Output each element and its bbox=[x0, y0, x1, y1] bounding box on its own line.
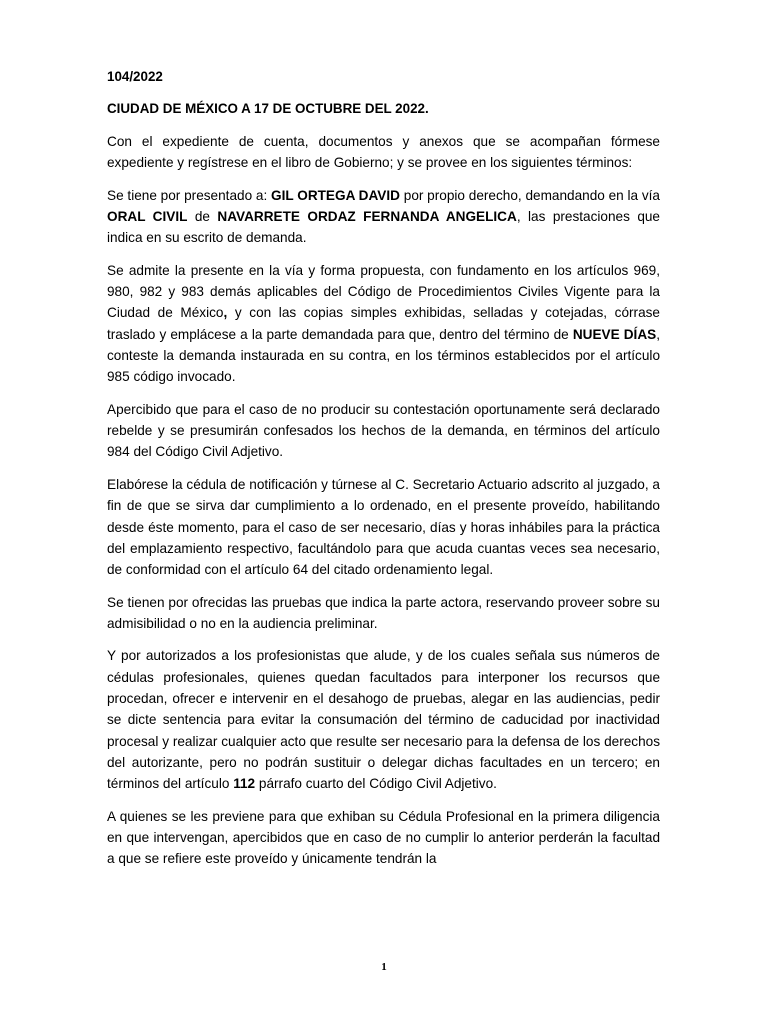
document-page bbox=[107, 66, 660, 881]
paragraph-registration: Con el expediente de cuenta, documentos y anexos que se acompañan fórmese expediente y regístrese en el libro de Gobierno; y se provee en los siguientes términos: bbox=[107, 134, 660, 171]
response-term: NUEVE DÍAS bbox=[572, 326, 657, 342]
paragraph-authorized bbox=[107, 645, 660, 794]
text-segment: Y por autorizados a los profesionistas que alude, y de los cuales señala sus números de cédulas profesionales, quienes quedan facultados para interponer los recursos que procedan, ofrecer e intervenir en el desahogo de pruebas, alegar en las audiencias, pedir se dicte sentencia para evitar la consumación del término de caducidad por inactividad procesal y realizar cualquier acto que resulte ser necesario para la defensa de los derechos del autorizante, pero no podrán sustituir o delegar dichas facultades en un tercero; en términos del artículo bbox=[107, 648, 660, 792]
text-segment: Se admite la presente en la vía y forma propuesta, con fundamento en los artículos 969, 980, 982 y 983 demás aplicables del Código de Procedimientos Civiles Vigente para la Ciudad de México bbox=[107, 262, 660, 321]
paragraph-notification: Elabórese la cédula de notificación y túrnese al C. Secretario Actuario adscrito al juzgado, a fin de que se sirva dar cumplimiento a lo ordenado, en el presente proveído, habilitando desde éste momento, para el caso de ser necesario, días y horas inhábiles para la práctica del emplazamiento respectivo, facultándolo para que acuda cuantas veces sea necesario, de conformidad con el artículo 64 del citado ordenamiento legal. bbox=[107, 476, 660, 578]
defendant-name: NAVARRETE ORDAZ FERNANDA ANGELICA bbox=[217, 209, 517, 225]
date-line: CIUDAD DE MÉXICO A 17 DE OCTUBRE DEL 2022. bbox=[107, 101, 429, 116]
paragraph-credentials: A quienes se les previene para que exhiban su Cédula Profesional en la primera diligencia en que intervengan, apercibidos que en caso de no cumplir lo anterior perderán la facultad a que se refiere este proveído y únicamente tendrán la bbox=[107, 808, 660, 867]
article-number: 112 bbox=[233, 776, 256, 792]
plaintiff-name: GIL ORTEGA DAVID bbox=[271, 187, 400, 203]
text-segment: por propio derecho, demandando en la vía bbox=[399, 187, 660, 203]
bold-comma: , bbox=[223, 305, 228, 321]
paragraph-plaintiff bbox=[107, 185, 660, 249]
text-segment: , conteste la demanda instaurada en su contra, en los términos establecidos por el artículo 985 código invocado. bbox=[107, 326, 660, 385]
procedure-type: ORAL CIVIL bbox=[107, 209, 188, 225]
text-segment: párrafo cuarto del Código Civil Adjetivo. bbox=[255, 776, 497, 792]
paragraph-evidence: Se tienen por ofrecidas las pruebas que indica la parte actora, reservando proveer sobre su admisibilidad o no en la audiencia preliminar. bbox=[107, 594, 660, 631]
text-segment: y con las copias simples exhibidas, selladas y cotejadas, córrase traslado y emplácese a la parte demandada para que, dentro del término de bbox=[107, 305, 660, 342]
page-number: 1 bbox=[381, 961, 387, 973]
paragraph-admission bbox=[107, 260, 660, 388]
text-segment: , las prestaciones que indica en su escrito de demanda. bbox=[107, 209, 660, 246]
text-segment: Se tiene por presentado a: bbox=[107, 187, 272, 203]
case-number: 104/2022 bbox=[107, 69, 163, 84]
text-segment: de bbox=[187, 209, 218, 225]
paragraph-warning: Apercibido que para el caso de no producir su contestación oportunamente será declarado rebelde y se presumirán confesados los hechos de la demanda, en términos del artículo 984 del Código Civil Adjetivo. bbox=[107, 401, 660, 460]
